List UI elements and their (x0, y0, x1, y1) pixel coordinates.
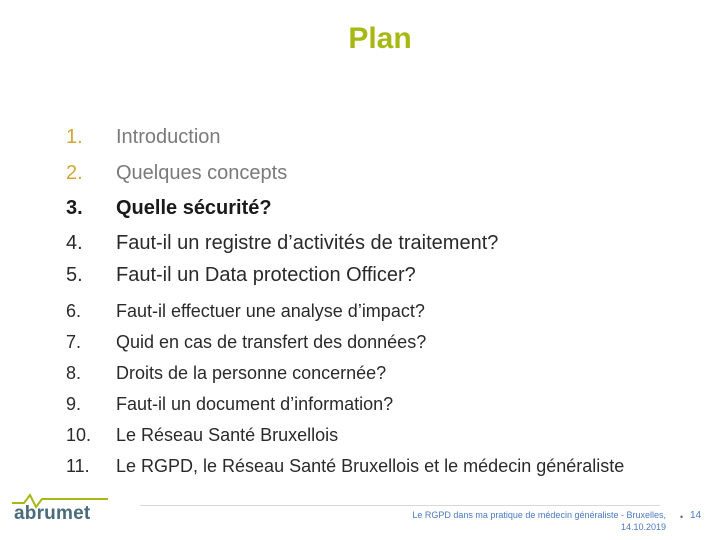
list-label: Faut-il effectuer une analyse d’impact? (116, 301, 425, 321)
list-number: 6. (66, 301, 82, 321)
footer-separator: • (680, 512, 684, 522)
footer-divider (140, 505, 660, 506)
list-number: 4. (66, 232, 83, 254)
list-item (0, 394, 720, 424)
list-label: Le Réseau Santé Bruxellois (116, 425, 339, 445)
list-number: 5. (66, 264, 83, 286)
list-number: 11. (66, 456, 90, 476)
list-label: Quelle sécurité? (116, 197, 272, 219)
list-number: 2. (66, 162, 83, 184)
list-item (0, 232, 720, 262)
footer-caption-line1: Le RGPD dans ma pratique de médecin généraliste - Bruxelles, (412, 510, 666, 520)
list-number: 1. (66, 126, 83, 148)
list-item (0, 332, 720, 362)
list-label: Faut-il un document d’information? (116, 394, 394, 414)
list-number: 10. (66, 425, 92, 445)
list-label: Faut-il un registre d’activités de traitement? (116, 232, 499, 254)
list-label: Introduction (116, 126, 221, 148)
list-number: 7. (66, 332, 82, 352)
logo-text: abrumet (14, 503, 91, 524)
list-number: 3. (66, 197, 83, 219)
list-label: Quelques concepts (116, 162, 288, 184)
footer-caption-line2: 14.10.2019 (620, 522, 666, 532)
page-number: 14 (690, 510, 702, 521)
list-item (0, 264, 720, 294)
list-item (0, 301, 720, 331)
list-label: Le RGPD, le Réseau Santé Bruxellois et le médecin généraliste (116, 456, 625, 476)
list-item (0, 363, 720, 393)
slide-title: Plan (348, 22, 412, 55)
list-label: Faut-il un Data protection Officer? (116, 264, 416, 286)
list-number: 8. (66, 363, 82, 383)
list-item (0, 456, 720, 486)
list-item (0, 425, 720, 455)
list-item (0, 162, 720, 192)
list-label: Droits de la personne concernée? (116, 363, 387, 383)
footer-caption (370, 509, 666, 533)
list-number: 9. (66, 394, 82, 414)
list-item (0, 197, 720, 227)
list-label: Quid en cas de transfert des données? (116, 332, 427, 352)
list-item (0, 126, 720, 156)
